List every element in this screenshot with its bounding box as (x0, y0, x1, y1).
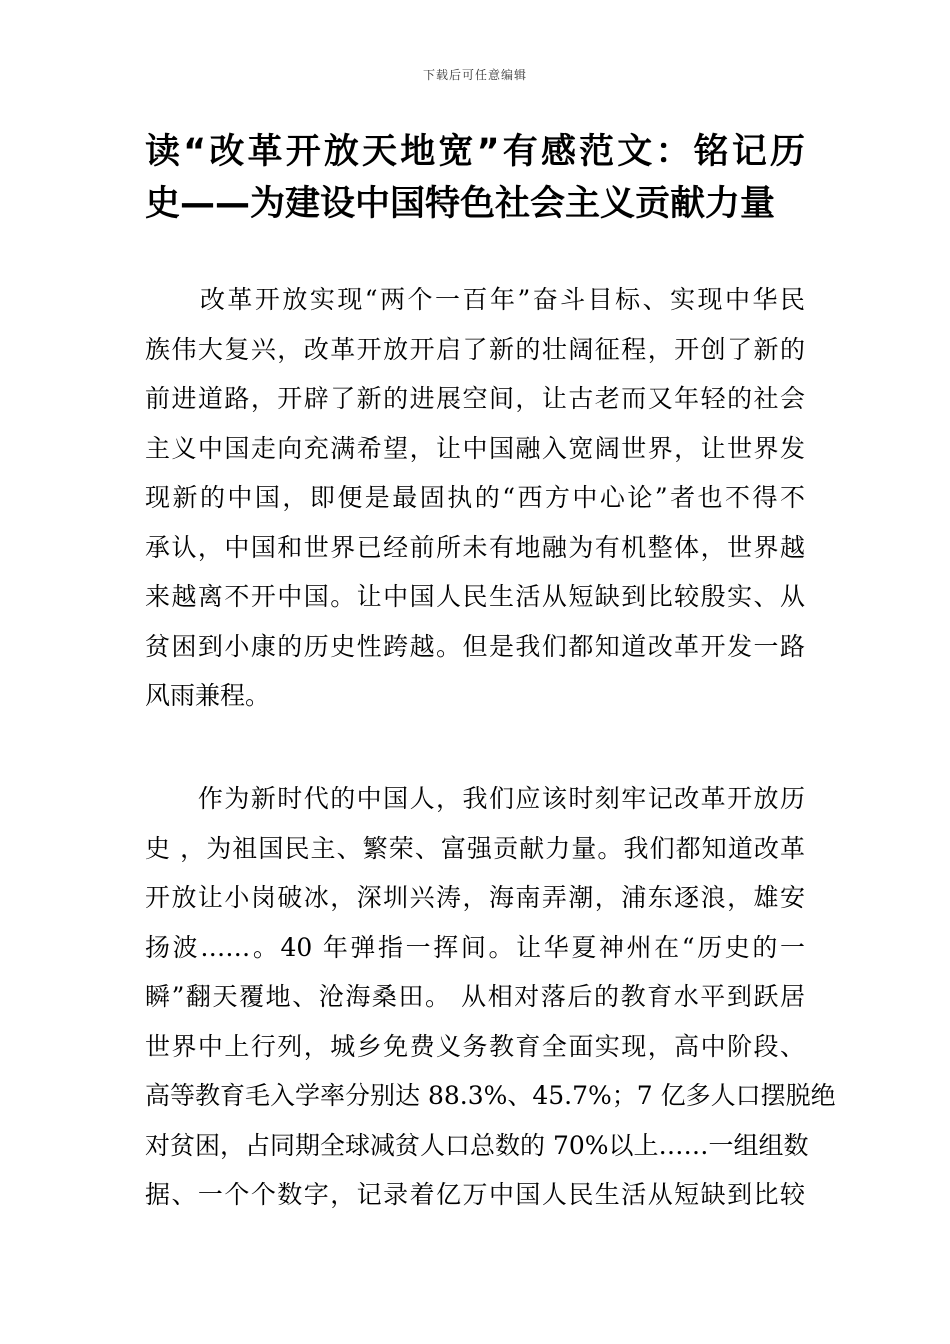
document-title (145, 126, 805, 230)
paragraph-line: 族伟大复兴，改革开放开启了新的壮阔征程，开创了新的 (145, 334, 805, 364)
paragraph-line: 来越离不开中国。让中国人民生活从短缺到比较殷实、从 (145, 582, 805, 611)
paragraph-2 (145, 774, 836, 1220)
paragraph-line: 据、一个个数字，记录着亿万中国人民生活从短缺到比较 (145, 1180, 805, 1209)
title-line: 史——为建设中国特色社会主义贡献力量 (145, 184, 776, 224)
paragraph-line: 作为新时代的中国人，我们应该时刻牢记改革开放历 (145, 784, 805, 813)
paragraph-line: 前进道路，开辟了新的进展空间，让古老而又年轻的社会 (145, 384, 805, 413)
paragraph-line: 高等教育毛入学率分别达 88.3%、45.7%；7 亿多人口摆脱绝 (145, 1081, 836, 1110)
paragraph-line: 贫困到小康的历史性跨越。但是我们都知道改革开发一路 (145, 631, 805, 661)
paragraph-line: 对贫困，占同期全球减贫人口总数的 70%以上……一组组数 (145, 1130, 809, 1160)
paragraph-1 (145, 275, 805, 721)
paragraph-line: 现新的中国，即便是最固执的“西方中心论”者也不得不 (145, 483, 805, 512)
paragraph-line: 史 ，为祖国民主、繁荣、富强贡献力量。我们都知道改革 (145, 833, 805, 863)
paragraph-line: 主义中国走向充满希望，让中国融入宽阔世界，让世界发 (145, 433, 805, 463)
header-note: 下载后可任意编辑 (422, 68, 527, 82)
paragraph-line: 承认，中国和世界已经前所未有地融为有机整体，世界越 (145, 532, 805, 562)
paragraph-line: 世界中上行列，城乡免费义务教育全面实现，高中阶段、 (145, 1031, 805, 1061)
paragraph-line: 开放让小岗破冰，深圳兴涛，海南弄潮，浦东逐浪，雄安 (145, 883, 805, 912)
paragraph-line: 风雨兼程。 (145, 681, 271, 710)
paragraph-line: 扬波……。40 年弹指一挥间。让华夏神州在“历史的一 (145, 932, 805, 962)
paragraph-line: 瞬”翻天覆地、沧海桑田。 从相对落后的教育水平到跃居 (145, 982, 805, 1011)
title-line: 读“改革开放天地宽”有感范文：铭记历 (145, 132, 805, 172)
paragraph-line: 改革开放实现“两个一百年”奋斗目标、实现中华民 (145, 285, 805, 314)
